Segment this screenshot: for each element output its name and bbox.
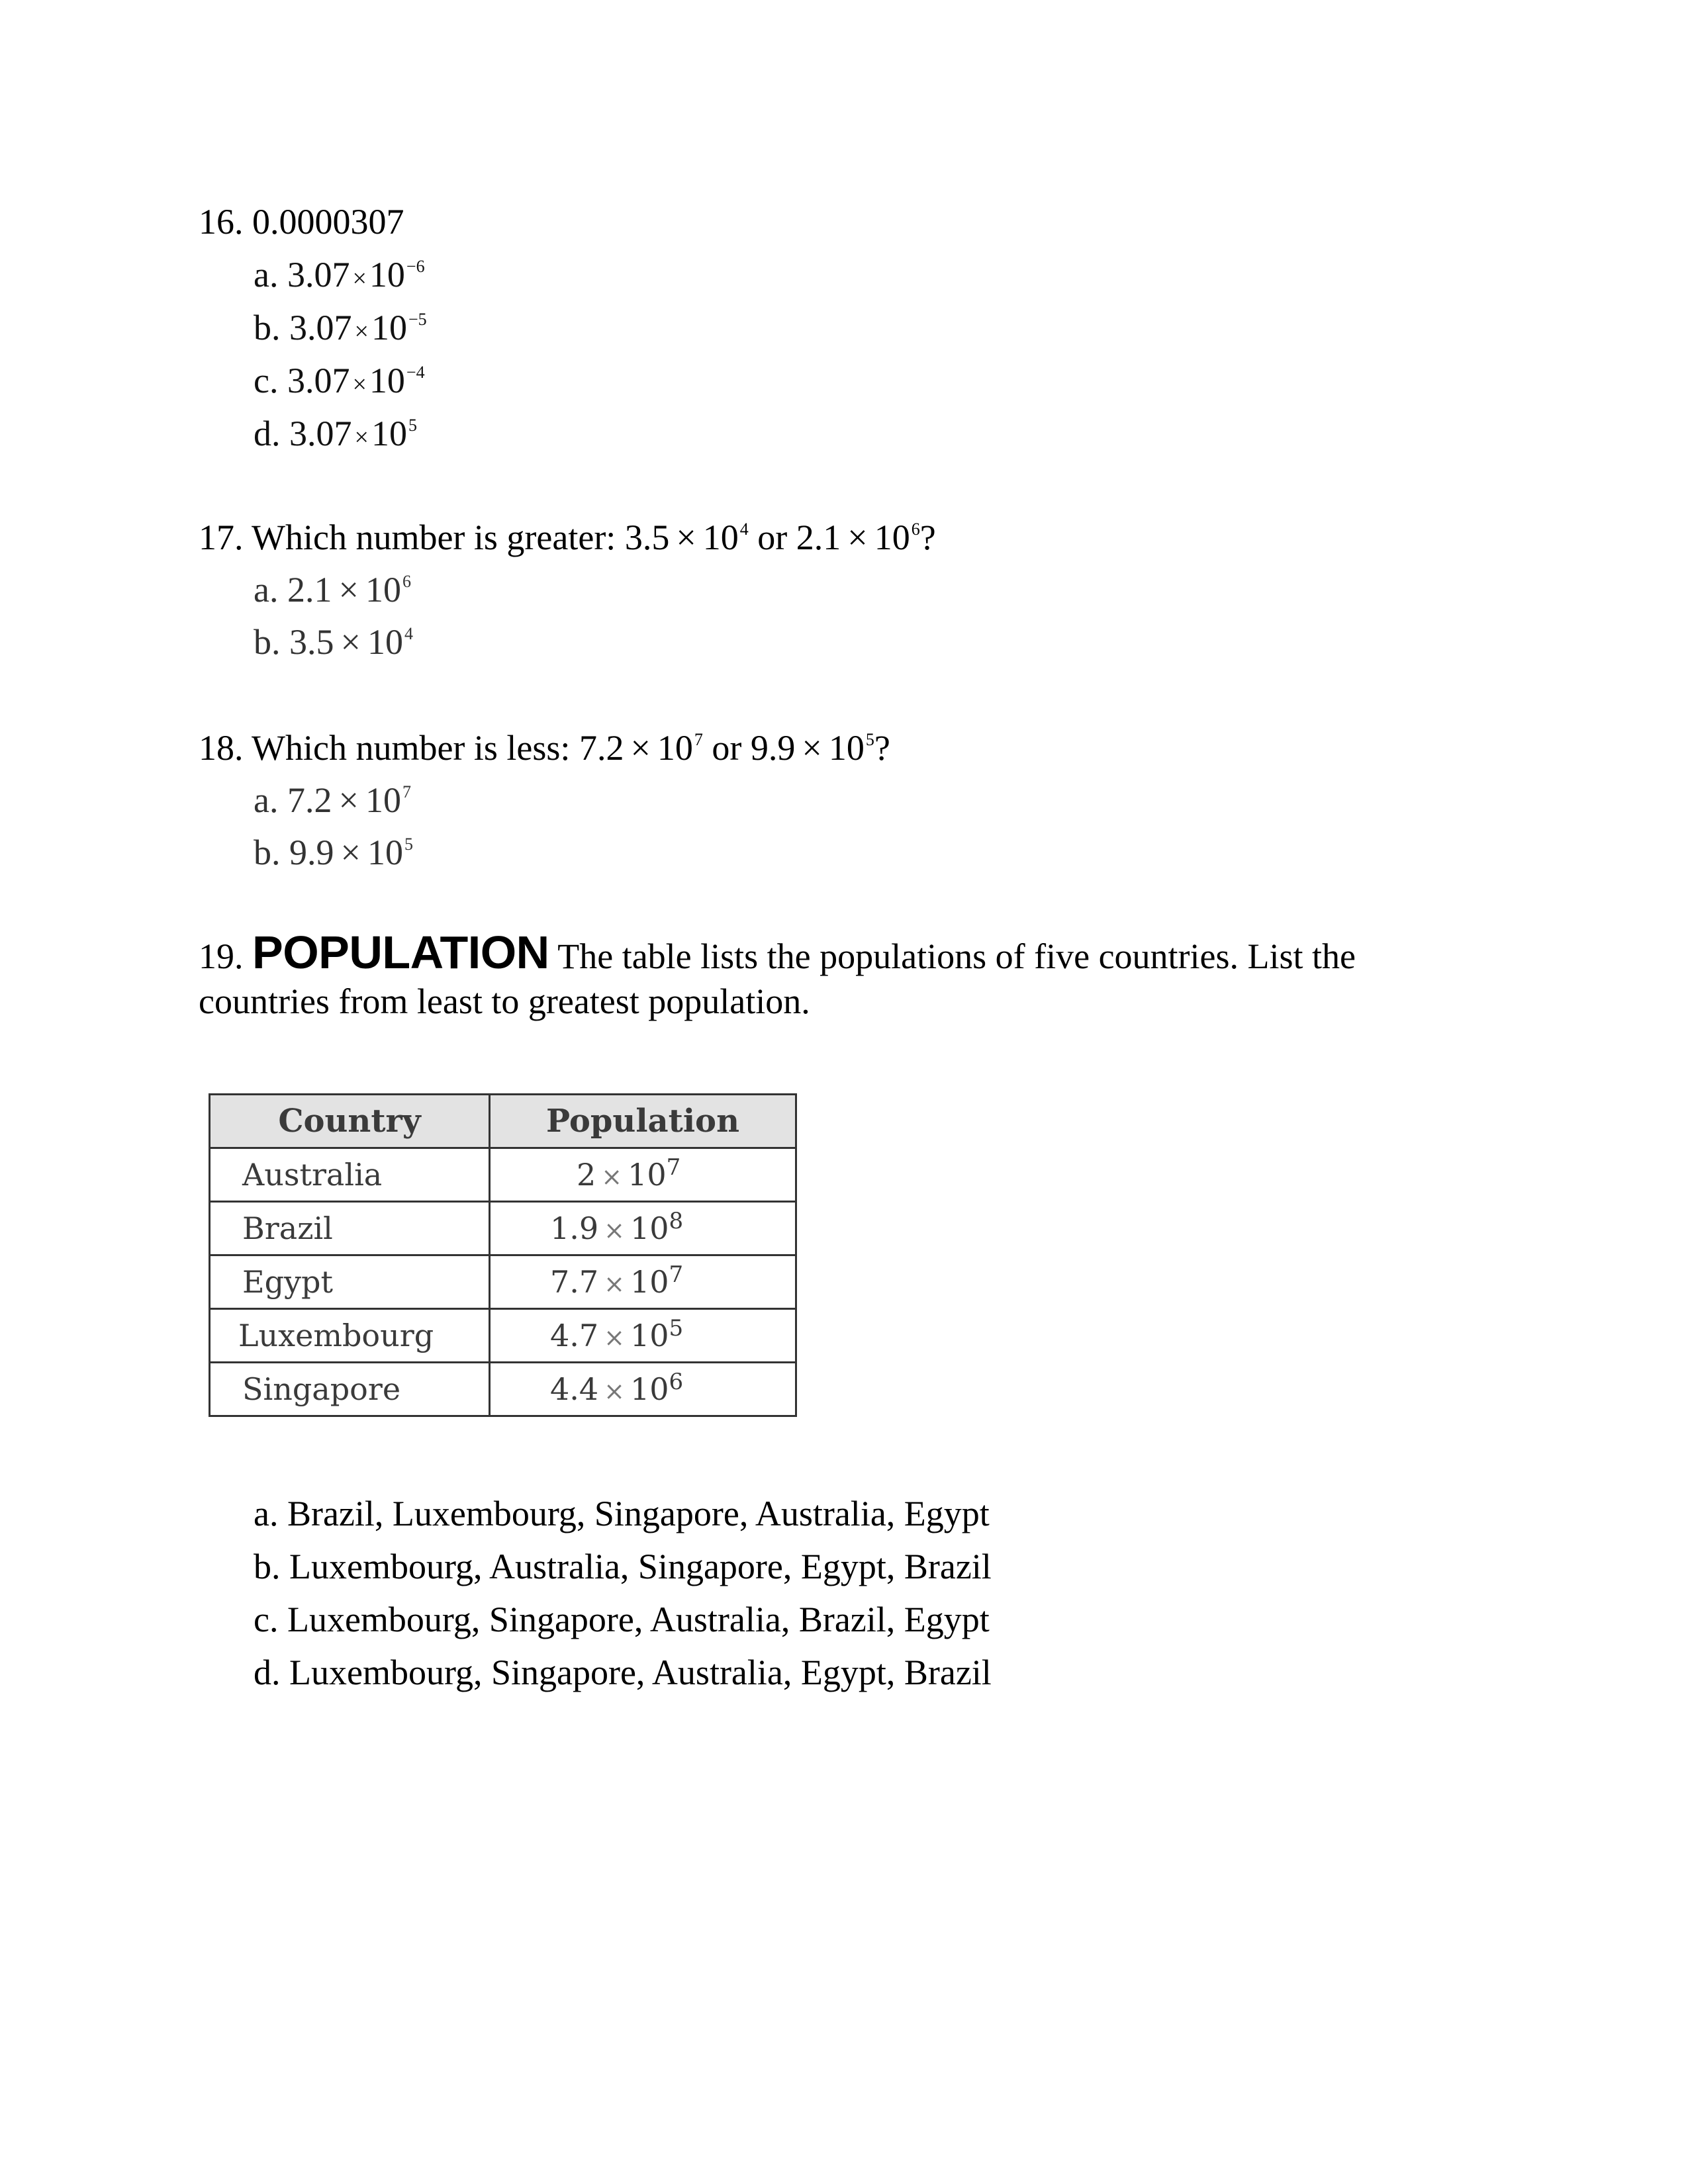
table-cell-country: Brazil xyxy=(210,1202,490,1255)
question-17 xyxy=(199,511,936,668)
question-18-stem: 18. Which number is less: $7.2 \times 10^7$ or $9.9 \times 10^5$? xyxy=(199,728,890,768)
question-19-keyword: POPULATION xyxy=(252,927,549,978)
table-cell-country: Luxembourg xyxy=(210,1309,490,1363)
table-cell-population: $7.7 \times 10^7$ xyxy=(490,1255,796,1309)
question-16-option-a[interactable]: a. $3.07 \times 10^{-6}$ xyxy=(254,255,425,295)
question-19-option-c[interactable]: c. Luxembourg, Singapore, Australia, Brazil, Egypt xyxy=(254,1600,990,1639)
question-19-option-d[interactable]: d. Luxembourg, Singapore, Australia, Egypt, Brazil xyxy=(254,1653,992,1692)
table-cell-country: Egypt xyxy=(210,1255,490,1309)
question-16-stem: 16. 0.0000307 xyxy=(199,202,404,242)
question-18 xyxy=(199,721,890,878)
question-17-option-a[interactable]: a. $2.1 \times 10^6$ xyxy=(254,570,411,610)
table-cell-country: Australia xyxy=(210,1148,490,1202)
question-16 xyxy=(199,195,427,460)
table-row xyxy=(210,1363,796,1416)
table-cell-country: Singapore xyxy=(210,1363,490,1416)
table-row xyxy=(210,1148,796,1202)
question-17-option-b[interactable]: b. $3.5 \times 10^4$ xyxy=(254,622,413,662)
table-header-population: Population xyxy=(490,1095,796,1148)
table-cell-population: $4.4 \times 10^6$ xyxy=(490,1363,796,1416)
table-cell-population: $2 \times 10^7$ xyxy=(490,1148,796,1202)
question-17-stem: 17. Which number is greater: $3.5 \times 10^4$ or $2.1 \times 10^6$? xyxy=(199,518,936,557)
question-16-option-c[interactable]: c. $3.07 \times 10^{-4}$ xyxy=(254,361,425,400)
question-19-number: 19. xyxy=(199,936,244,976)
question-16-option-b[interactable]: b. $3.07 \times 10^{-5}$ xyxy=(254,308,427,347)
question-19-stem xyxy=(199,927,1489,1024)
table-row xyxy=(210,1309,796,1363)
question-16-option-d[interactable]: d. $3.07 \times 10^5$ xyxy=(254,414,417,453)
table-cell-population: $1.9 \times 10^8$ xyxy=(490,1202,796,1255)
question-18-option-b[interactable]: b. $9.9 \times 10^5$ xyxy=(254,833,413,872)
population-table xyxy=(209,1093,797,1417)
question-19-text: The table lists the populations of five countries. List the countries from least to greatest population. xyxy=(199,936,1356,1021)
table-cell-population: $4.7 \times 10^5$ xyxy=(490,1309,796,1363)
question-18-option-a[interactable]: a. $7.2 \times 10^7$ xyxy=(254,780,411,820)
question-19-option-a[interactable]: a. Brazil, Luxembourg, Singapore, Australia, Egypt xyxy=(254,1494,990,1533)
table-header-country: Country xyxy=(210,1095,490,1148)
table-row xyxy=(210,1255,796,1309)
question-19-option-b[interactable]: b. Luxembourg, Australia, Singapore, Egypt, Brazil xyxy=(254,1547,992,1586)
question-19-options xyxy=(199,1487,992,1699)
table-header-row xyxy=(210,1095,796,1148)
table-row xyxy=(210,1202,796,1255)
